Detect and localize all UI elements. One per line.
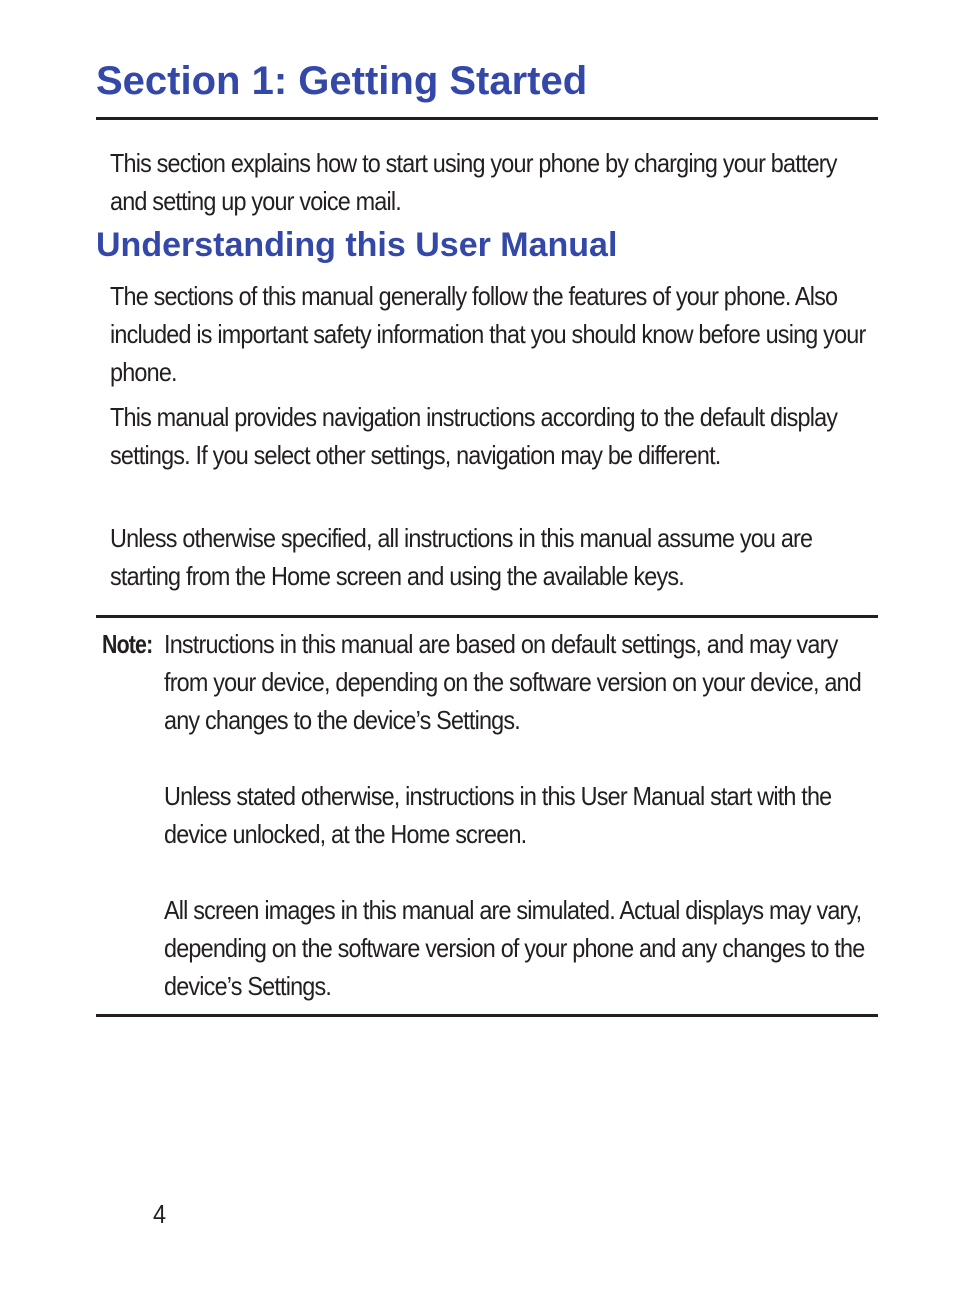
body-paragraph-3: Unless otherwise specified, all instructions in this manual assume you are starting from the Home screen and using the available keys. bbox=[110, 523, 813, 591]
note-bottom-divider bbox=[96, 1014, 878, 1017]
note-paragraph-2: Unless stated otherwise, instructions in this User Manual start with the device unlocked, at the Home screen. bbox=[164, 781, 832, 849]
note-paragraph-1: Instructions in this manual are based on default settings, and may vary from your device, depending on the software version on your device, and any changes to the device’s Settings. bbox=[164, 629, 861, 735]
title-divider bbox=[96, 117, 878, 120]
note-label: Note: bbox=[102, 629, 153, 659]
intro-paragraph: This section explains how to start using your phone by charging your battery and setting up your voice mail. bbox=[110, 148, 837, 216]
page-number: 4 bbox=[153, 1199, 167, 1229]
note-paragraph-3: All screen images in this manual are simulated. Actual displays may vary, depending on the software version of your phone and any changes to the device’s Settings. bbox=[164, 895, 865, 1001]
body-paragraph-1: The sections of this manual generally follow the features of your phone. Also included is important safety information that you should know before using your phone. bbox=[110, 281, 866, 387]
body-paragraph-2: This manual provides navigation instructions according to the default display settings. If you select other settings, navigation may be different. bbox=[110, 402, 838, 470]
section-title: Section 1: Getting Started bbox=[96, 59, 588, 103]
subsection-heading: Understanding this User Manual bbox=[96, 226, 618, 264]
note-top-divider bbox=[96, 615, 878, 618]
